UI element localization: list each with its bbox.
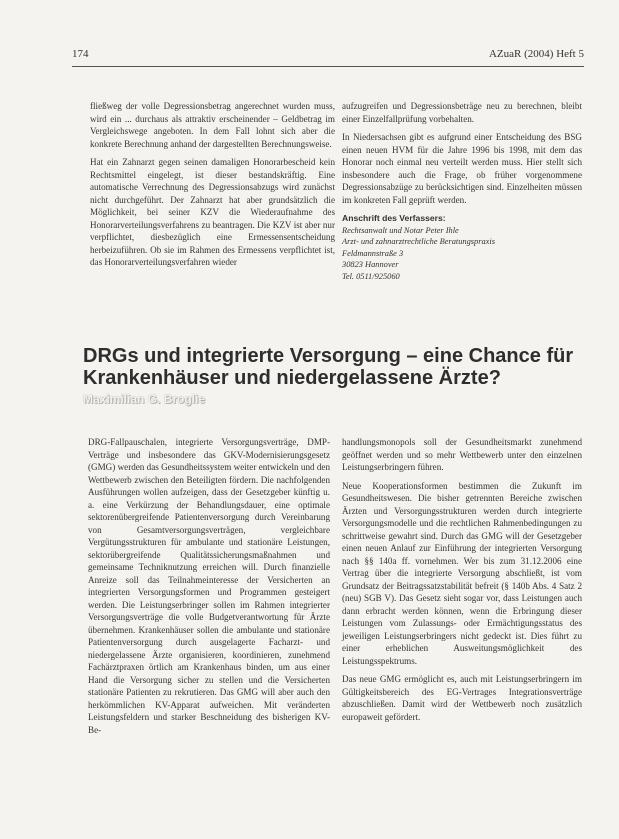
address-line: Tel. 0511/925060 [342, 271, 400, 281]
paragraph: fließweg der volle Degressionsbetrag angerechnet wurden muss, wird ein ... durchaus als attraktiv erscheinender – Geldbetrag im Vergleichswege angeboten. In dem Fall lohnt sich aber die konkrete Berechnung anhand der dargestellten Berechnungsweise. [90, 101, 335, 149]
paragraph: Hat ein Zahnarzt gegen seinen damaligen Honorarbescheid kein Rechtsmittel eingelegt, ist dieser bestandskräftig. Eine automatische Verrechnung des Degressionsabzugs wird zunächst nicht durchgeführt. Der Zahnarzt hat aber grundsätzlich die Möglichkeit, bei seiner KZV die Wiederaufnahme des Honorarverteilungsverfahrens zu beantragen. Die KZV ist aber nur verpflichtet, diesbezüglich eine Ermessensentscheidung herbeizuführen. Ob sie im Rahmen des Ermessens verpflichtet ist, das Honorarverteilungsverfahren wieder [90, 157, 335, 267]
journal-reference: AZuaR (2004) Heft 5 [488, 48, 584, 60]
page-header [72, 48, 584, 64]
bottom-left-column [88, 436, 330, 742]
paragraph: In Niedersachsen gibt es aufgrund einer Entscheidung des BSG einen neuen HVM für die Jahre 1996 bis 1998, mit dem das Honorar noch einmal neu verteilt werden muss. Hier stellt sich insbesondere auch die Frage, ob früher vorgenommene Degressionsabzüge zu berücksichtigen sind. Einzelheiten müssen im konkreten Fall geprüft werden. [342, 132, 582, 205]
address-line: Arzt- und zahnarztrechtliche Beratungspraxis [342, 237, 495, 246]
paragraph: Das neue GMG ermöglicht es, auch mit Leistungserbringern im Gültigkeitsbereich des EG-Vertrages Integrationsverträge abzuschließen. Damit wird der Wettbewerb noch zusätzlich europaweit gefördert. [342, 674, 582, 722]
paragraph: Neue Kooperationsformen bestimmen die Zukunft im Gesundheitswesen. Die bisher getrennten Bereiche zwischen Ärzten und Versorgungsstrukturen werden durch integrierte Versorgungsmodelle und die rechtlichen Rahmenbedingungen zu schrittweise gewahrt sind. Durch das GMG will der Gesetzgeber einen neuen Anlauf zur Einführung der integrierten Versorgung nach §§ 140a ff. vornehmen. Wer bis zum 31.12.2006 eine Vertrag über die integrierte Versorgung abschließt, ist vom Grundsatz der Beitragssatzstabilität befreit (§ 140b Abs. 4 Satz 2 (neu) SGB V). Das Gesetz sieht sogar vor, dass Leistungen auch dann erbracht werden können, wenn die Erbringung dieser Leistungen vom Zulassungs- oder Ermächtigungsstatus des jeweiligen Leistungserbringers nicht gedeckt ist. Dies führt zu einer erheblichen Ausweitungsmöglichkeit des Leistungsspektrums. [342, 480, 582, 666]
page-number: 174 [72, 48, 89, 60]
header-rule [72, 66, 584, 67]
article-author: Maximilian G. Broglie [83, 392, 206, 406]
address-label: Anschrift des Verfassers: [342, 213, 446, 223]
address-line: Rechtsanwalt und Notar Peter Ihle [342, 225, 459, 235]
address-line: 30823 Hannover [342, 260, 399, 269]
paragraph: handlungsmonopols soll der Gesundheitsmarkt zunehmend geöffnet werden und so mehr Wettbewerb unter den einzelnen Leistungserbringern führen. [342, 437, 582, 472]
article-title: DRGs und integrierte Versorgung – eine Chance für Krankenhäuser und niedergelassene Ärzte? [83, 345, 574, 389]
top-left-column [90, 100, 335, 275]
paragraph: aufzugreifen und Degressionsbeträge neu zu berechnen, bleibt einer Einzelfallprüfung vorbehalten. [342, 101, 582, 124]
bottom-right-column [342, 436, 582, 729]
address-line: Feldmannstraße 3 [342, 248, 404, 258]
top-right-column [342, 100, 582, 282]
paragraph: DRG-Fallpauschalen, integrierte Versorgungsverträge, DMP-Verträge und insbesondere das GKV-Modernisierungsgesetz (GMG) werden das Gesundheitssystem weiter entwickeln und den Wettbewerb zwischen den Beteiligten fördern. Die nachfolgenden Ausführungen wollen aufzeigen, dass der Gesetzgeber künftig u. a. eine Verkürzung der Behandlungsdauer, eine optimale sektorenübergreifende Patientenversorgung durch Vereinbarung von Gesamtversorgungsverträgen, vergleichbare Vergütungsstrukturen für ambulante und stationäre Leistungen, sektorübergreifende Qualitätssicherungsmaßnahmen und gemeinsame Techniknutzung erreichen will. Durch finanzielle Anreize soll das Teilnahmeinteresse der Versicherten an integrierten Versorgungsformen und Programmen gesteigert werden. Die Leistungserbringer sollen im Rahmen integrierter Versorgungsverträge die volle Budgetverantwortung für Ärzte übernehmen. Krankenhäuser sollen die ambulante und stationäre Patientenversorgung durch ausgelagerte Facharzt- und niedergelassene Ärzte organisieren, koordinieren, zunehmend Fachärztpraxen örtlich am Krankenhaus binden, um aus einer Hand die Versorgung sicher zu stellen und die Versicherten stationäre Patienten zu rekrutieren. Das GMG will aber auch den herkömmlichen KV-Apparat aufweichen. Mit veränderten Leistungsfeldern und starker Beschneidung des bisherigen KV-Be- [88, 437, 330, 735]
author-address [342, 212, 582, 282]
